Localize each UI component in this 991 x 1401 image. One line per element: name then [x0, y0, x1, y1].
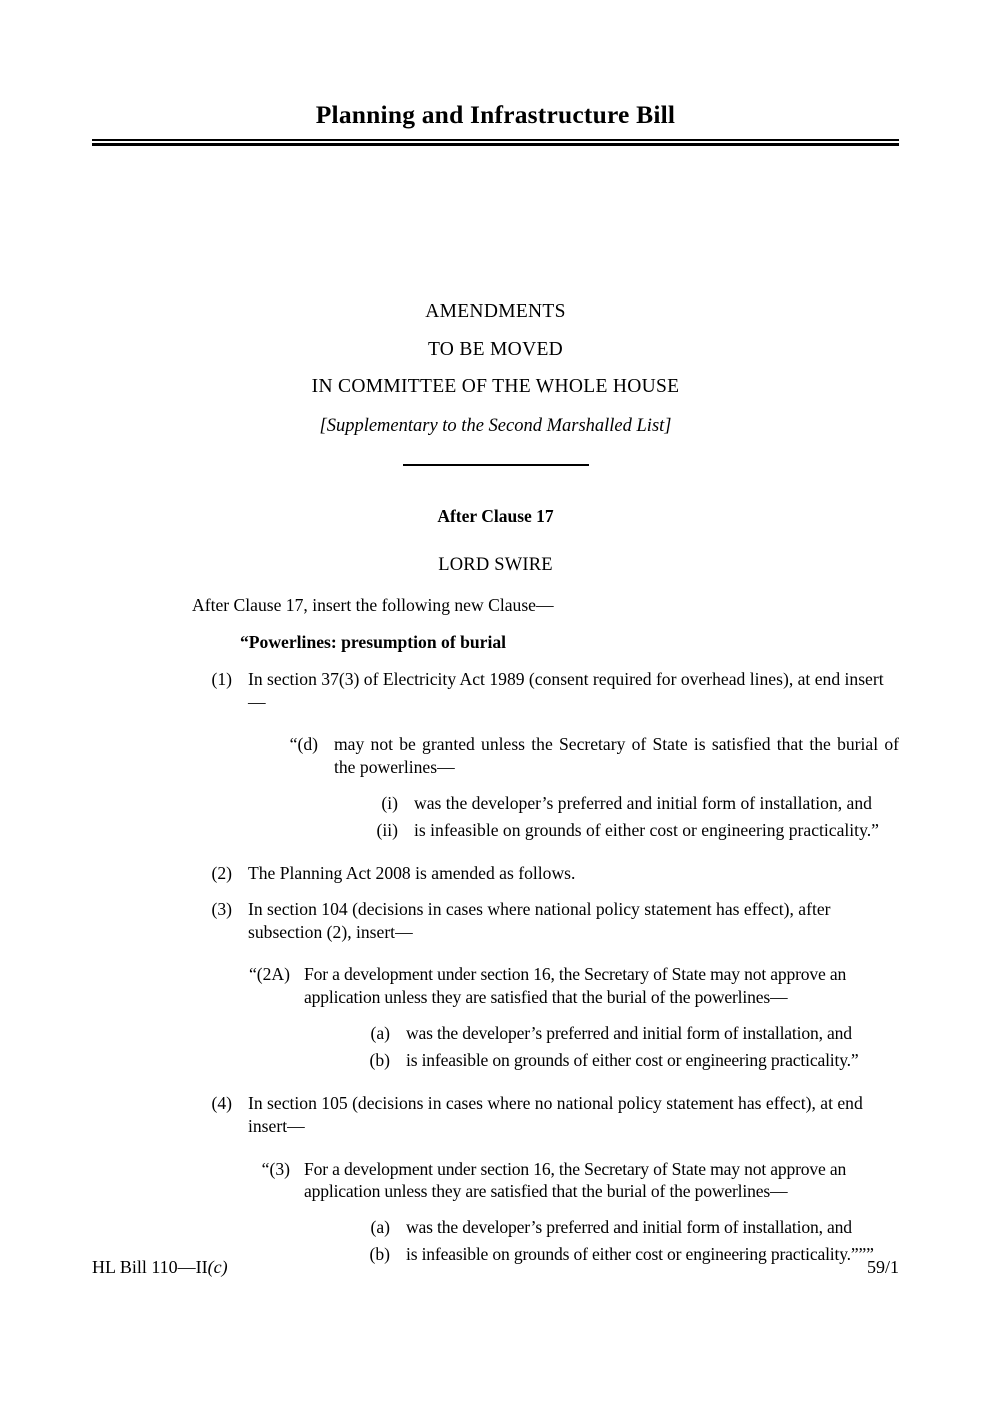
paragraph-2-text: The Planning Act 2008 is amended as follows. [248, 862, 576, 883]
paragraph-3-marker: (3) [211, 898, 232, 919]
bill-reference-suffix: (c) [207, 1257, 228, 1277]
clause-heading: After Clause 17 [437, 506, 554, 526]
paragraph-1-text: In section 37(3) of Electricity Act 1989 (consent required for overhead lines), at end insert— [248, 668, 884, 712]
title-double-rule [92, 139, 899, 146]
paragraph-1-marker: (1) [211, 668, 232, 689]
paragraph-3-2a-text: For a development under section 16, the Secretary of State may not approve an application unless they are satisfied that the burial of the powerlines— [304, 964, 847, 1008]
paragraph-3-2a-b-text: is infeasible on grounds of either cost or engineering practicality.” [406, 1050, 859, 1071]
paragraph-1-d-ii-marker: (ii) [376, 820, 398, 841]
paragraph-4-3 [92, 1158, 899, 1204]
page-number: 59/1 [866, 1257, 899, 1277]
paragraph-1 [92, 668, 899, 714]
paragraph-3-2a-b [92, 1049, 899, 1072]
paragraph-1-d-ii [92, 819, 899, 842]
masthead [92, 100, 899, 146]
paragraph-1-d-i-text: was the developer’s preferred and initial form of installation, and [414, 793, 872, 814]
paragraph-4-3-a-marker: (a) [370, 1217, 390, 1238]
heading-divider-rule [403, 464, 589, 466]
paragraph-1-d-i-marker: (i) [381, 793, 398, 814]
paragraph-4-3-b-marker: (b) [369, 1244, 390, 1265]
paragraph-3-2a-a-marker: (a) [370, 1023, 390, 1044]
paragraph-2 [92, 862, 899, 885]
page-title: Planning and Infrastructure Bill [315, 100, 676, 129]
bill-reference [92, 1258, 228, 1276]
clause-lead-in: After Clause 17, insert the following new Clause— [192, 595, 554, 615]
clause-heading-block [92, 508, 899, 574]
paragraph-4-3-a-text: was the developer’s preferred and initial form of installation, and [406, 1217, 852, 1238]
paragraph-4-3-marker: “(3) [261, 1158, 290, 1179]
paragraph-1-d [92, 733, 899, 779]
paragraph-2-marker: (2) [211, 862, 232, 883]
paragraph-3-2a [92, 963, 899, 1009]
heading-line-amendments: AMENDMENTS [425, 301, 566, 322]
page-footer [92, 1258, 899, 1276]
bill-reference-main: HL Bill 110—II [92, 1257, 208, 1277]
paragraph-4 [92, 1092, 899, 1138]
paragraph-3-2a-a-text: was the developer’s preferred and initial form of installation, and [406, 1023, 852, 1044]
heading-subtitle: [Supplementary to the Second Marshalled List] [319, 415, 672, 436]
paragraph-3-text: In section 104 (decisions in cases where national policy statement has effect), after subsection (2), insert— [248, 898, 831, 942]
clause-sponsor: LORD SWIRE [438, 554, 553, 575]
amendments-heading-block [92, 302, 899, 466]
paragraph-4-3-b-text: is infeasible on grounds of either cost or engineering practicality.””” [406, 1244, 874, 1265]
heading-line-committee: IN COMMITTEE OF THE WHOLE HOUSE [311, 376, 680, 397]
paragraph-1-d-marker: “(d) [289, 734, 318, 755]
amendment-body [92, 594, 899, 1279]
paragraph-4-marker: (4) [211, 1092, 232, 1113]
paragraph-3-2a-b-marker: (b) [369, 1050, 390, 1071]
new-clause-title: “Powerlines: presumption of burial [240, 631, 507, 652]
heading-line-to-be-moved: TO BE MOVED [427, 338, 564, 360]
paragraph-4-3-text: For a development under section 16, the Secretary of State may not approve an application unless they are satisfied that the burial of the powerlines— [304, 1158, 847, 1202]
paragraph-3-2a-marker: “(2A) [248, 964, 290, 985]
paragraph-1-d-ii-text: is infeasible on grounds of either cost or engineering practicality.” [414, 820, 879, 841]
paragraph-4-3-a [92, 1216, 899, 1239]
paragraph-1-d-text: may not be granted unless the Secretary of State is satisfied that the burial of the powerlines— [334, 734, 899, 778]
paragraph-4-text: In section 105 (decisions in cases where no national policy statement has effect), at end insert— [248, 1092, 863, 1136]
paragraph-3 [92, 898, 899, 944]
paragraph-3-2a-a [92, 1022, 899, 1045]
paragraph-1-d-i [92, 792, 899, 815]
